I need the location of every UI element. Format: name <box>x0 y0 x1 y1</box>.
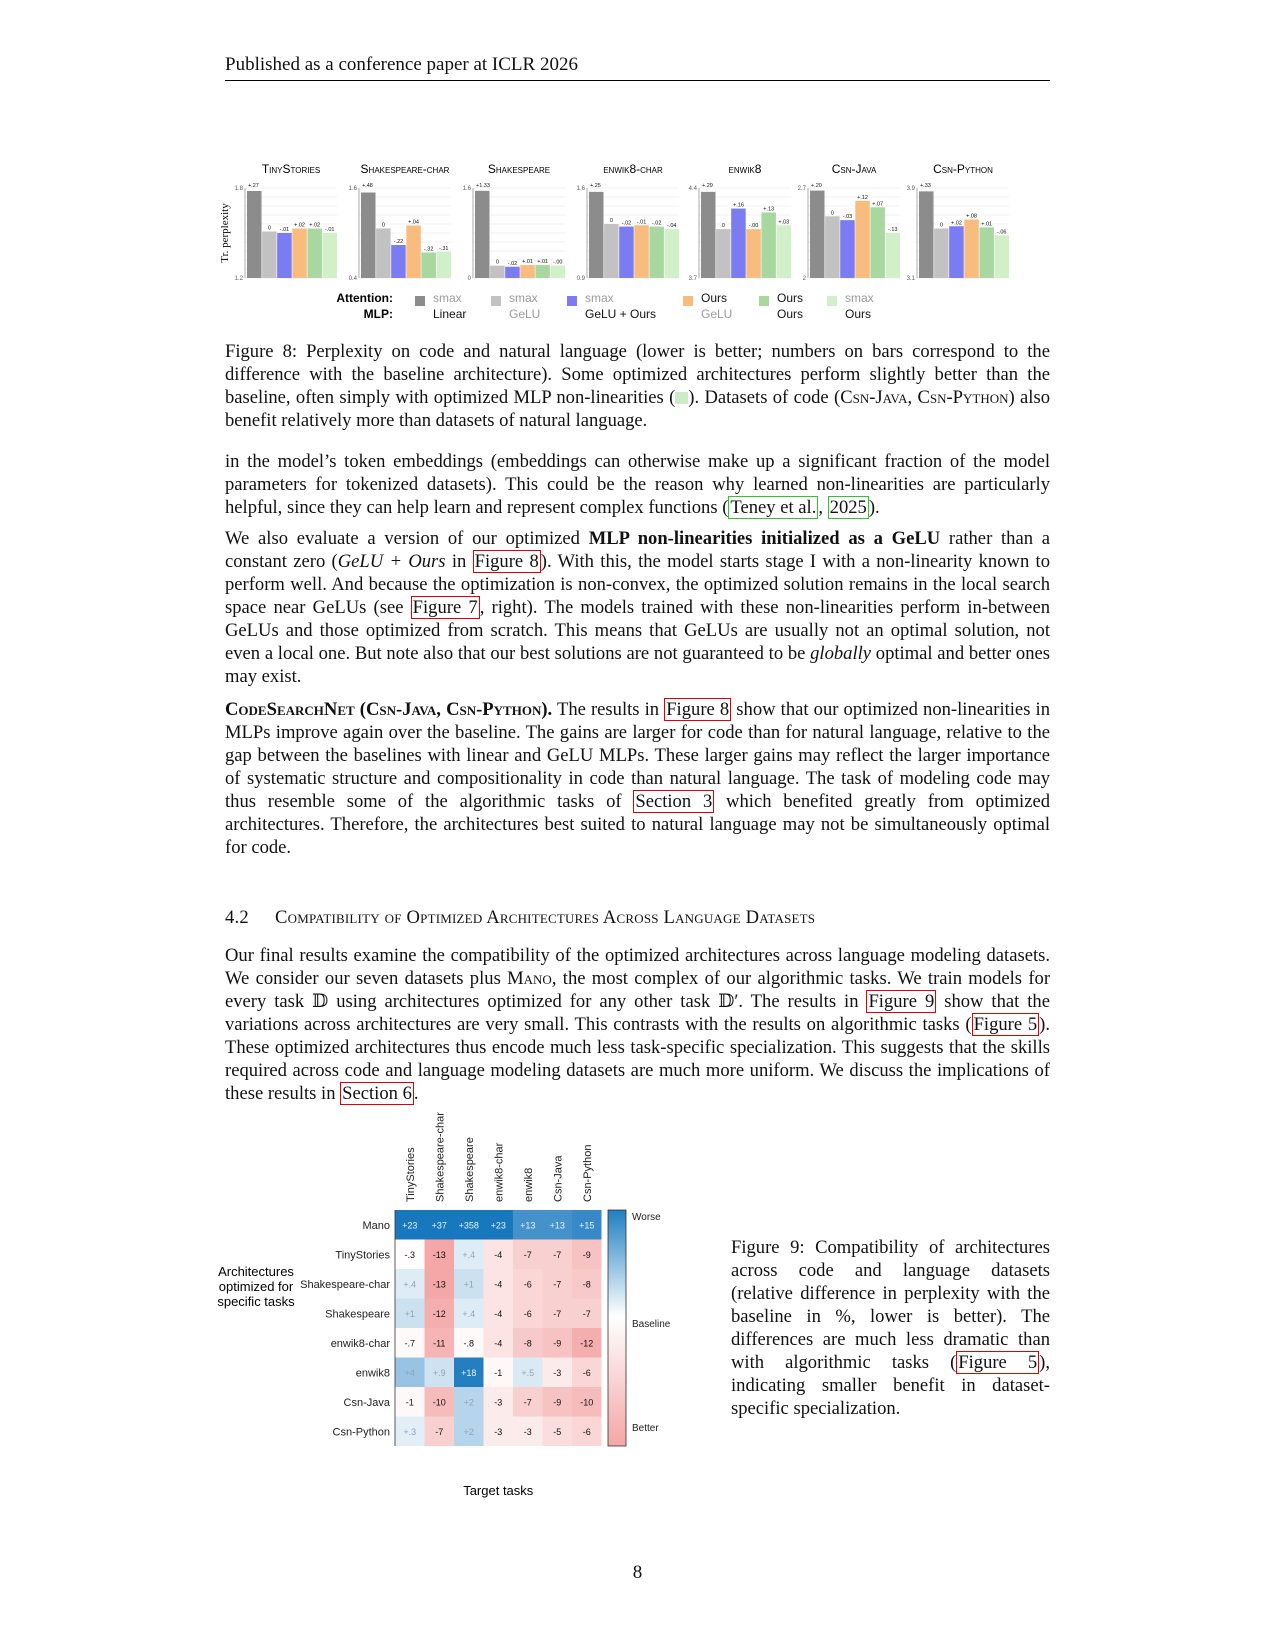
cell-label: +1 <box>404 1308 415 1319</box>
bar <box>361 193 376 279</box>
bar-data-label: +.12 <box>857 194 868 201</box>
cell-label: -3 <box>494 1426 503 1437</box>
panel-title: Shakespeare <box>487 162 551 176</box>
figure-9-caption: Figure 9: Compatibility of architectures across code and language datasets (relative difference in perplexity with the baseline in %, lower is better). The differences are much less dramatic than with algorithmic tasks ( Figure 5 ), indicating smaller benefit in dataset-specific specialization. <box>731 1237 1050 1419</box>
y-tick-label: 1.2 <box>234 276 243 282</box>
cell-label: -10 <box>580 1397 594 1408</box>
column-header: Csn-Python <box>581 1144 594 1202</box>
bar-data-label: -.01 <box>279 227 290 233</box>
legend-swatch <box>683 296 693 306</box>
row-header: Shakespeare-char <box>300 1278 390 1291</box>
figure-8-caption: Figure 8: Perplexity on code and natural language (lower is better; numbers on bars correspond to the difference with the baseline architecture). Some optimized architectures perform slightly better than the baseline, often simply with optimized MLP non-linearities ( ). Datasets of code (Csn-Java, Csn-Python) also benefit relatively more than datasets of natural language. <box>225 341 1050 431</box>
cell-label: +358 <box>458 1220 479 1231</box>
y-tick-label: 0.4 <box>348 276 357 282</box>
figure-8-label: Figure 8: <box>225 341 298 362</box>
y-axis-label: Architectures <box>218 1264 294 1279</box>
legend-mlp-value: GeLU + Ours <box>585 307 657 321</box>
paragraph-3: CodeSearchNet (Csn-Java, Csn-Python). The results in Figure 8 show that our optimized non-linearities in MLPs improve again over the baseline. The gains are larger for code than for natural language, relative to the gap between the baselines with linear and GeLU MLPs. These larger gains may reflect the larger importance of systematic structure and compositionality in code than natural language. The task of modeling code may thus resemble some of the algorithmic tasks of Section 3 which benefited greatly from optimized architectures. Therefore, the architectures best suited to natural language may not be simultaneously optimal for code. <box>225 699 1051 858</box>
legend-swatch <box>759 296 769 306</box>
bar <box>391 245 406 278</box>
bar-data-label: 0 <box>939 222 943 229</box>
bar-data-label: -.01 <box>325 227 335 233</box>
y-tick-label: 0 <box>467 276 471 282</box>
green-swatch-icon <box>675 392 688 404</box>
row-header: TinyStories <box>335 1249 390 1262</box>
bar <box>277 233 292 278</box>
cell-label: -.3 <box>404 1249 416 1260</box>
bar <box>421 253 436 279</box>
cell-label: +2 <box>463 1397 474 1408</box>
bar <box>886 233 901 278</box>
bar-data-label: 0 <box>609 218 613 224</box>
bar <box>934 229 949 279</box>
y-tick-label: 2.7 <box>797 186 806 192</box>
y-tick-label: 1.6 <box>576 186 585 192</box>
section-title: Compatibility of Optimized Architectures Across Language Datasets <box>275 907 816 928</box>
cell-label: -.7 <box>404 1338 416 1349</box>
panel-title: Shakespeare-char <box>360 162 450 176</box>
y-tick-label: 0.9 <box>576 276 585 282</box>
cell-label: -3 <box>523 1426 532 1437</box>
bar-data-label: -.22 <box>393 239 404 245</box>
legend-swatch <box>827 296 837 306</box>
bar <box>307 229 322 279</box>
legend-swatch <box>491 296 501 306</box>
bar <box>731 209 746 278</box>
bar-data-label: 0 <box>267 225 271 232</box>
colorbar-label: Baseline <box>632 1319 671 1330</box>
cell-label: +13 <box>520 1220 536 1231</box>
bar <box>604 224 619 278</box>
bar <box>665 229 680 278</box>
bar <box>840 220 855 278</box>
cell-label: +13 <box>549 1220 565 1231</box>
legend-attention-value: smax <box>433 291 462 305</box>
bar <box>964 220 979 279</box>
panel-title: Csn-Python <box>933 162 993 176</box>
figure-5-link[interactable]: Figure 5 <box>958 1352 1038 1373</box>
row-header: Csn-Python <box>332 1426 390 1439</box>
bar-data-label: +.03 <box>778 219 790 226</box>
row-header: Shakespeare <box>325 1308 390 1321</box>
bar <box>777 225 792 278</box>
figure-8-link[interactable]: Figure 8 <box>666 699 730 720</box>
bar <box>490 266 505 278</box>
y-axis-label: specific tasks <box>217 1294 295 1309</box>
cell-label: +.4 <box>462 1249 476 1260</box>
bar <box>979 227 994 278</box>
cell-label: -4 <box>494 1338 503 1349</box>
panel-title: enwik8-char <box>603 162 663 176</box>
section-6-link[interactable]: Section 6 <box>342 1083 412 1104</box>
row-header: Csn-Java <box>343 1396 390 1409</box>
bar <box>746 229 761 278</box>
cell-label: -7 <box>553 1249 562 1260</box>
bar-data-label: +.25 <box>590 183 601 189</box>
bar <box>262 232 277 279</box>
bar-data-label: +.07 <box>872 201 884 208</box>
cell-label: -.8 <box>463 1338 475 1349</box>
figure-9-link[interactable]: Figure 9 <box>868 991 935 1012</box>
bar-data-label: +.02 <box>294 222 305 229</box>
bar <box>634 225 649 278</box>
panel-title: enwik8 <box>728 162 762 176</box>
bar <box>810 191 825 278</box>
bar <box>761 212 776 278</box>
bar-data-label: -.00 <box>748 223 759 230</box>
legend-mlp-value: Linear <box>433 307 467 321</box>
bar-data-label: -.01 <box>636 219 647 226</box>
column-header: Shakespeare <box>463 1137 476 1202</box>
panel-title: TinyStories <box>261 162 321 176</box>
bar <box>589 192 604 278</box>
bar <box>995 235 1010 278</box>
cell-label: -12 <box>580 1338 594 1349</box>
column-header: enwik8 <box>522 1167 535 1202</box>
bar-data-label: -.03 <box>842 214 853 221</box>
cell-label: +.4 <box>462 1308 476 1319</box>
colorbar-label: Better <box>632 1423 659 1434</box>
cell-label: -6 <box>582 1367 591 1378</box>
y-axis-label: optimized for <box>218 1279 294 1294</box>
cell-label: +23 <box>402 1220 418 1231</box>
cell-label: -7 <box>553 1308 562 1319</box>
cell-label: +23 <box>490 1220 506 1231</box>
y-axis-label: Tr. perplexity <box>219 203 231 263</box>
page-number: 8 <box>632 1562 643 1583</box>
cell-label: +1 <box>463 1279 474 1290</box>
figure-7-link[interactable]: Figure 7 <box>412 597 478 618</box>
y-tick-label: 3.1 <box>906 276 915 282</box>
running-header: Published as a conference paper at ICLR 2026 <box>225 54 1050 81</box>
bar-data-label: 0 <box>830 210 834 217</box>
bar-data-label: +.08 <box>966 213 977 220</box>
bar-data-label: -.13 <box>888 227 898 233</box>
cell-label: -7 <box>582 1308 591 1319</box>
legend-attention-value: Ours <box>701 291 728 305</box>
bar <box>323 233 338 278</box>
bar <box>475 191 490 278</box>
bar-data-label: -.02 <box>507 260 518 267</box>
row-header: enwik8-char <box>330 1337 390 1350</box>
legend-attention-value: Ours <box>777 291 804 305</box>
figure-9-label: Figure 9: <box>731 1237 805 1258</box>
cell-label: +15 <box>579 1220 595 1231</box>
bar <box>505 267 520 278</box>
legend-mlp-value: Ours <box>845 307 872 321</box>
cell-label: +18 <box>461 1367 477 1378</box>
cell-label: -9 <box>553 1397 562 1408</box>
bar-data-label: -.06 <box>997 229 1007 236</box>
y-tick-label: 1.6 <box>348 186 357 192</box>
cell-label: -13 <box>432 1249 446 1260</box>
bar-data-label: +.20 <box>811 183 822 189</box>
cell-label: +37 <box>431 1220 447 1231</box>
bar <box>376 229 391 279</box>
cell-label: +.9 <box>432 1367 446 1378</box>
bar-data-label: +1.33 <box>476 183 490 189</box>
paragraph-4: Our final results examine the compatibility of the optimized architectures across language modeling datasets. We consider our seven datasets plus Mano, the most complex of our algorithmic tasks. We train models for every task 𝔻 using architectures optimized for any other task 𝔻′. The results in Figure 9 show that the variations across architectures are very small. This contrasts with the results on algorithmic tasks ( Figure 5 ). These optimized architectures thus encode much less task-specific specialization. This suggests that the skills required across code and language modeling datasets are much more uniform. We discuss the implications of these results in Section 6 . <box>225 945 1051 1104</box>
legend-attention-value: smax <box>845 291 874 305</box>
bar-data-label: +.29 <box>702 183 713 189</box>
cell-label: -3 <box>494 1397 503 1408</box>
bar <box>551 266 566 278</box>
bar-data-label: 0 <box>721 223 725 230</box>
legend-mlp-value: Ours <box>777 307 804 321</box>
bar <box>949 226 964 278</box>
bar-data-label: +.01 <box>981 221 993 228</box>
cell-label: -6 <box>523 1308 532 1319</box>
column-header: enwik8-char <box>493 1142 506 1202</box>
bar <box>855 201 870 278</box>
cell-label: +.5 <box>521 1367 535 1378</box>
cell-label: -7 <box>523 1249 532 1260</box>
cell-label: -9 <box>553 1338 562 1349</box>
legend-mlp-label: MLP: <box>363 307 393 321</box>
panel-title: Csn-Java <box>831 162 877 176</box>
legend-attention-value: smax <box>509 291 538 305</box>
figure-9-heatmap <box>217 1110 705 1502</box>
bar-data-label: 0 <box>381 222 385 229</box>
bar-data-label: +.01 <box>522 259 533 266</box>
column-header: Shakespeare-char <box>434 1112 447 1202</box>
section-number: 4.2 <box>225 907 249 928</box>
row-header: enwik8 <box>355 1367 390 1380</box>
paragraph-1: in the model’s token embeddings (embeddings can otherwise make up a significant fraction of the model parameters for tokenized datasets). This could be the reason why learned non-linearities are particularly helpful, since they can help learn and represent complex functions ( Teney et al. , 2025 ). <box>225 451 1050 518</box>
cell-label: -6 <box>582 1426 591 1437</box>
cell-label: -3 <box>553 1367 562 1378</box>
cell-label: -8 <box>582 1279 591 1290</box>
x-axis-label: Target tasks <box>463 1483 534 1498</box>
cell-label: -9 <box>582 1249 591 1260</box>
bar-data-label: 0 <box>495 259 499 266</box>
bar <box>535 265 550 278</box>
bar-data-label: -.04 <box>667 223 677 230</box>
y-tick-label: 1.8 <box>234 186 243 192</box>
cell-label: -7 <box>523 1397 532 1408</box>
bar <box>247 191 262 278</box>
bar <box>870 207 885 278</box>
y-tick-label: 3.7 <box>688 276 697 282</box>
bar-data-label: +.01 <box>537 259 549 266</box>
bar-data-label: +.13 <box>763 206 775 213</box>
cell-label: -13 <box>432 1279 446 1290</box>
figure-8-link[interactable]: Figure 8 <box>474 551 539 572</box>
cell-label: -7 <box>435 1426 444 1437</box>
citation-year-link[interactable]: 2025 <box>829 497 867 518</box>
section-heading <box>225 907 815 929</box>
bar-data-label: +.16 <box>733 202 744 209</box>
cell-label: -4 <box>494 1249 503 1260</box>
bar-data-label: -.02 <box>651 220 662 227</box>
figure-8-bar-charts <box>219 162 1050 345</box>
bar <box>520 265 535 278</box>
colorbar <box>608 1210 626 1446</box>
cell-label: +.3 <box>403 1426 417 1437</box>
bar <box>716 229 731 278</box>
bar-data-label: +.33 <box>920 183 931 189</box>
column-header: Csn-Java <box>552 1155 565 1202</box>
cell-label: -5 <box>553 1426 562 1437</box>
cell-label: -4 <box>494 1279 503 1290</box>
legend-attention-label: Attention: <box>336 291 393 305</box>
bar-data-label: -.00 <box>553 259 563 266</box>
cell-label: -10 <box>432 1397 446 1408</box>
cell-label: +2 <box>463 1426 474 1437</box>
cell-label: +.4 <box>403 1279 417 1290</box>
bar-data-label: +.02 <box>951 220 962 227</box>
column-header: TinyStories <box>404 1147 417 1202</box>
cell-label: -4 <box>494 1308 503 1319</box>
row-header: Mano <box>362 1219 390 1232</box>
bar-data-label: -.32 <box>423 246 434 253</box>
bar <box>292 229 307 279</box>
bar <box>825 216 840 278</box>
bar <box>919 191 934 278</box>
cell-label: -1 <box>405 1397 414 1408</box>
bar <box>649 227 664 278</box>
cell-label: -12 <box>432 1308 446 1319</box>
figure-5-link[interactable]: Figure 5 <box>973 1014 1038 1035</box>
cell-label: -8 <box>523 1338 532 1349</box>
bar <box>406 226 421 279</box>
y-tick-label: 4.4 <box>688 186 697 192</box>
bar-data-label: -.31 <box>439 245 449 252</box>
y-tick-label: 3.9 <box>906 186 915 192</box>
legend-mlp-value: GeLU <box>509 307 541 321</box>
legend-mlp-value: GeLU <box>701 307 733 321</box>
legend-swatch <box>567 296 577 306</box>
bar <box>619 227 634 278</box>
cell-label: +4 <box>404 1367 415 1378</box>
section-3-link[interactable]: Section 3 <box>635 791 713 812</box>
bar-data-label: +.04 <box>408 219 419 226</box>
paragraph-2: We also evaluate a version of our optimized MLP non-linearities initialized as a GeLU rather than a constant zero (GeLU + Ours in Figure 8 ). With this, the model starts stage I with a non-linearity known to perform well. And because the optimization is non-convex, the optimized solution remains in the local search space near GeLUs (see Figure 7 , right). The models trained with these non-linearities perform in-between GeLUs and those optimized from scratch. This means that GeLUs are usually not an optimal solution, not even a local one. But note also that our best solutions are not guaranteed to be globally optimal and better ones may exist. <box>225 528 1050 687</box>
bar-data-label: +.02 <box>309 222 321 229</box>
bar <box>437 252 452 278</box>
colorbar-label: Worse <box>632 1212 661 1223</box>
legend-swatch <box>415 296 425 306</box>
y-tick-label: 2 <box>802 276 806 282</box>
cell-label: -1 <box>494 1367 503 1378</box>
citation-link[interactable]: Teney et al. <box>730 497 817 518</box>
bar-data-label: -.02 <box>621 220 632 227</box>
y-tick-label: 1.6 <box>462 186 471 192</box>
cell-label: -11 <box>433 1338 446 1349</box>
bar-data-label: +.27 <box>248 183 259 189</box>
cell-label: -6 <box>523 1279 532 1290</box>
bar <box>701 192 716 278</box>
legend-attention-value: smax <box>585 291 614 305</box>
paragraph-heading: CodeSearchNet (Csn-Java, Csn-Python). <box>225 699 553 720</box>
cell-label: -7 <box>553 1279 562 1290</box>
bar-data-label: +.48 <box>362 183 373 189</box>
